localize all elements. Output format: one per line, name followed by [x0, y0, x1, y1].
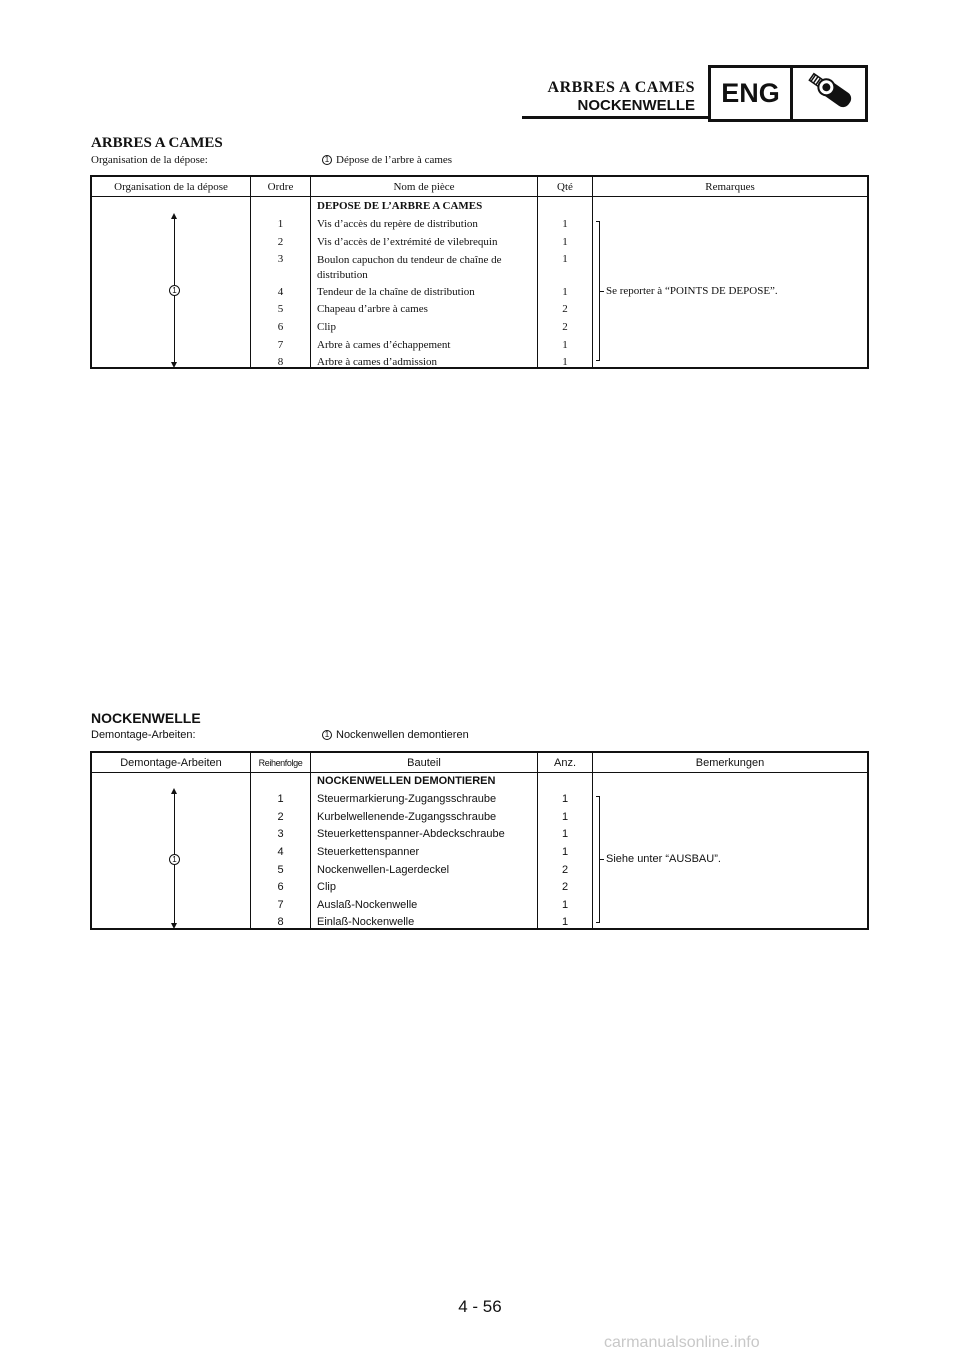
step-marker: 1	[322, 730, 332, 740]
row-part: Einlaß-Nockenwelle	[317, 916, 415, 928]
part-column	[311, 773, 538, 929]
row-part: Chapeau d’arbre à cames	[317, 303, 428, 315]
row-part: Steuerkettenspanner	[317, 846, 420, 858]
remarks-column	[593, 773, 867, 929]
table-header	[92, 177, 867, 197]
row-order: 8	[277, 916, 284, 928]
row-qty: 1	[562, 286, 568, 298]
row-order: 1	[277, 793, 284, 805]
row-qty: 1	[562, 236, 568, 248]
row-part: Nockenwellen-Lagerdeckel	[317, 864, 450, 876]
row-order: 6	[277, 321, 284, 333]
order-column	[251, 773, 311, 929]
table-body	[92, 773, 867, 929]
col-header-remarks: Bemerkungen	[695, 756, 765, 769]
organisation-column	[92, 197, 251, 368]
row-order: 4	[277, 286, 284, 298]
row-order: 5	[277, 864, 284, 876]
order-column	[251, 197, 311, 368]
row-qty: 1	[561, 793, 569, 805]
header-title-german: NOCKENWELLE	[577, 97, 695, 114]
french-section-title: ARBRES A CAMES	[91, 135, 223, 151]
row-order: 2	[277, 811, 284, 823]
german-step	[322, 729, 469, 741]
row-order: 1	[277, 218, 284, 230]
row-part: Steuermarkierung-Zugangsschraube	[317, 793, 497, 805]
row-part: Boulon capuchon du tendeur de chaîne de distribution	[317, 254, 502, 281]
german-step-text: Nockenwellen demontieren	[336, 729, 469, 741]
col-header-part: Bauteil	[311, 753, 538, 772]
row-order: 8	[277, 356, 284, 368]
row-order: 3	[277, 828, 284, 840]
group-heading: NOCKENWELLEN DEMONTIEREN	[317, 775, 496, 787]
header-rule	[522, 116, 708, 119]
row-order: 5	[277, 303, 284, 315]
remark-text: Se reporter à “POINTS DE DEPOSE”.	[606, 285, 778, 297]
french-step	[322, 154, 452, 166]
watermark: carmanualsonline.info	[604, 1334, 760, 1351]
row-qty: 1	[561, 811, 569, 823]
row-part: Clip	[317, 881, 336, 893]
row-qty: 1	[561, 899, 569, 911]
row-part: Arbre à cames d’admission	[317, 356, 438, 368]
eng-label: ENG	[711, 68, 793, 119]
row-part: Tendeur de la chaîne de distribution	[317, 286, 475, 298]
header-titles	[548, 79, 695, 115]
step-marker: 1	[169, 854, 180, 865]
row-order: 6	[277, 881, 284, 893]
part-column	[311, 197, 538, 368]
col-header-organisation: Organisation de la dépose	[92, 177, 251, 196]
row-qty: 1	[562, 218, 568, 230]
header-title-french: ARBRES A CAMES	[547, 79, 695, 96]
row-qty: 1	[562, 339, 568, 351]
row-part: Kurbelwellenende-Zugangsschraube	[317, 811, 497, 823]
step-marker: 1	[322, 155, 332, 165]
german-removal-table	[90, 751, 869, 930]
arrow-down-icon	[171, 362, 177, 368]
col-header-order: Reihenfolge	[251, 753, 311, 772]
col-header-qty: Qté	[538, 177, 593, 196]
section-badge	[708, 65, 868, 122]
row-order: 7	[277, 899, 284, 911]
col-header-order: Ordre	[251, 177, 311, 196]
french-step-text: Dépose de l’arbre à cames	[336, 154, 453, 166]
row-part: Arbre à cames d’échappement	[317, 339, 451, 351]
row-part: Vis d’accès du repère de distribution	[317, 218, 478, 230]
col-header-remarks: Remarques	[705, 180, 755, 193]
row-qty: 1	[561, 916, 569, 928]
row-qty: 2	[562, 321, 568, 333]
row-qty: 2	[562, 303, 568, 315]
group-heading: DEPOSE DE L’ARBRE A CAMES	[317, 200, 483, 212]
table-body	[92, 197, 867, 368]
bracket-tick	[600, 859, 604, 860]
step-marker: 1	[169, 285, 180, 296]
remarks-column	[593, 197, 867, 368]
col-header-part: Nom de pièce	[311, 177, 538, 196]
row-order: 3	[277, 253, 284, 265]
row-part: Clip	[317, 321, 336, 333]
german-section-title: NOCKENWELLE	[91, 710, 201, 726]
remark-text: Siehe unter “AUSBAU”.	[606, 853, 721, 865]
french-removal-table	[90, 175, 869, 369]
page-number: 4 - 56	[458, 1297, 502, 1316]
row-qty: 2	[561, 864, 569, 876]
row-part: Auslaß-Nockenwelle	[317, 899, 418, 911]
row-qty: 1	[561, 846, 569, 858]
row-part: Vis d’accès de l’extrémité de vilebrequin	[317, 236, 498, 248]
german-org-label: Demontage-Arbeiten:	[91, 729, 196, 741]
row-qty: 2	[561, 881, 569, 893]
row-qty: 1	[562, 356, 568, 368]
french-org-label: Organisation de la dépose:	[91, 154, 208, 166]
row-qty: 1	[562, 253, 568, 265]
table-header	[92, 753, 867, 773]
organisation-column	[92, 773, 251, 929]
qty-column	[538, 773, 593, 929]
row-part: Steuerkettenspanner-Abdeckschraube	[317, 828, 505, 840]
row-order: 7	[277, 339, 284, 351]
col-header-organisation: Demontage-Arbeiten	[92, 753, 251, 772]
qty-column	[538, 197, 593, 368]
row-order: 2	[277, 236, 284, 248]
col-header-qty: Anz.	[538, 753, 593, 772]
bracket-tick	[600, 291, 604, 292]
arrow-down-icon	[171, 923, 177, 929]
row-order: 4	[277, 846, 284, 858]
row-qty: 1	[561, 828, 569, 840]
camshaft-icon	[793, 68, 865, 119]
